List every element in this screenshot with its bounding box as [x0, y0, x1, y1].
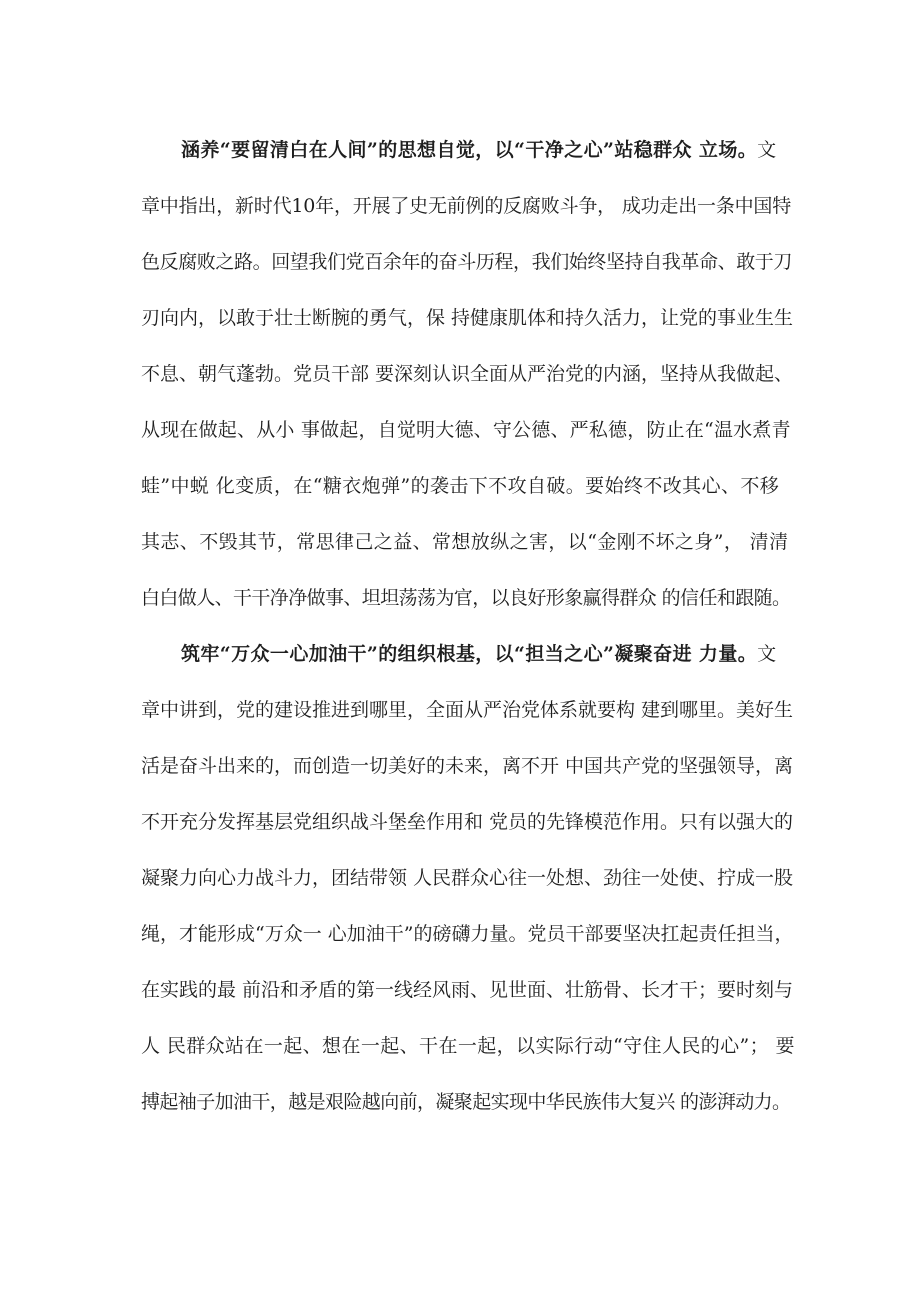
paragraph-2-line-6: 绳，才能形成“万众一 心加油干”的磅礴力量。党员干部要坚决扛起责任担当， — [141, 923, 794, 945]
paragraph-1-line-1 — [181, 138, 796, 162]
paragraph-1-line-4: 刃向内，以敢于壮士断腕的勇气，保 持健康肌体和持久活力，让党的事业生生 — [141, 307, 794, 329]
paragraph-2-line-1 — [181, 642, 796, 666]
paragraph-2-line-2: 章中讲到，党的建设推进到哪里，全面从严治党体系就要构 建到哪里。美好生 — [141, 699, 794, 721]
paragraph-2-lead: 筑牢“万众一心加油干”的组织根基，以“担当之心”凝聚奋进 力量。 — [181, 643, 758, 665]
paragraph-1-line-5: 不息、朝气蓬勃。党员干部 要深刻认识全面从严治党的内涵，坚持从我做起、 — [141, 363, 794, 385]
paragraph-2-line-9: 搏起袖子加油干，越是艰险越向前，凝聚起实现中华民族伟大复兴 的澎湃动力。 — [141, 1091, 791, 1113]
paragraph-2-line-3: 活是奋斗出来的，而创造一切美好的未来，离不开 中国共产党的坚强领导，离 — [141, 755, 794, 777]
paragraph-1-text: 文 — [757, 139, 777, 161]
paragraph-1-line-8: 其志、不毁其节，常思律己之益、常想放纵之害，以“金刚不坏之身”， 清清 — [141, 531, 789, 553]
paragraph-1-line-3: 色反腐败之路。回望我们党百余年的奋斗历程，我们始终坚持自我革命、敢于刀 — [141, 251, 793, 273]
paragraph-1-line-7: 蛙”中蜕 化变质，在“糖衣炮弹”的袭击下不攻自破。要始终不改其心、不移 — [141, 475, 780, 497]
paragraph-2-line-8: 人 民群众站在一起、想在一起、干在一起，以实际行动“守住人民的心”； 要 — [141, 1035, 795, 1057]
paragraph-2-line-7: 在实践的最 前沿和矛盾的第一线经风雨、见世面、壮筋骨、长才干；要时刻与 — [141, 979, 794, 1001]
paragraph-1-line-2: 章中指出，新时代10年，开展了史无前例的反腐败斗争， 成功走出一条中国特 — [141, 195, 792, 217]
paragraph-2-line-5: 凝聚力向心力战斗力，团结带领 人民群众心往一处想、劲往一处使、拧成一股 — [141, 867, 794, 889]
paragraph-2-line-4: 不开充分发挥基层党组织战斗堡垒作用和 党员的先锋模范作用。只有以强大的 — [141, 811, 794, 833]
paragraph-1-line-9: 白白做人、干干净净做事、坦坦荡荡为官，以良好形象赢得群众 的信任和跟随。 — [141, 587, 791, 609]
paragraph-1-lead: 涵养“要留清白在人间”的思想自觉，以“干净之心”站稳群众 立场。 — [181, 139, 758, 161]
paragraph-1-line-6: 从现在做起、从小 事做起，自觉明大德、守公德、严私德，防止在“温水煮青 — [141, 419, 791, 441]
paragraph-2-text: 文 — [757, 643, 777, 665]
